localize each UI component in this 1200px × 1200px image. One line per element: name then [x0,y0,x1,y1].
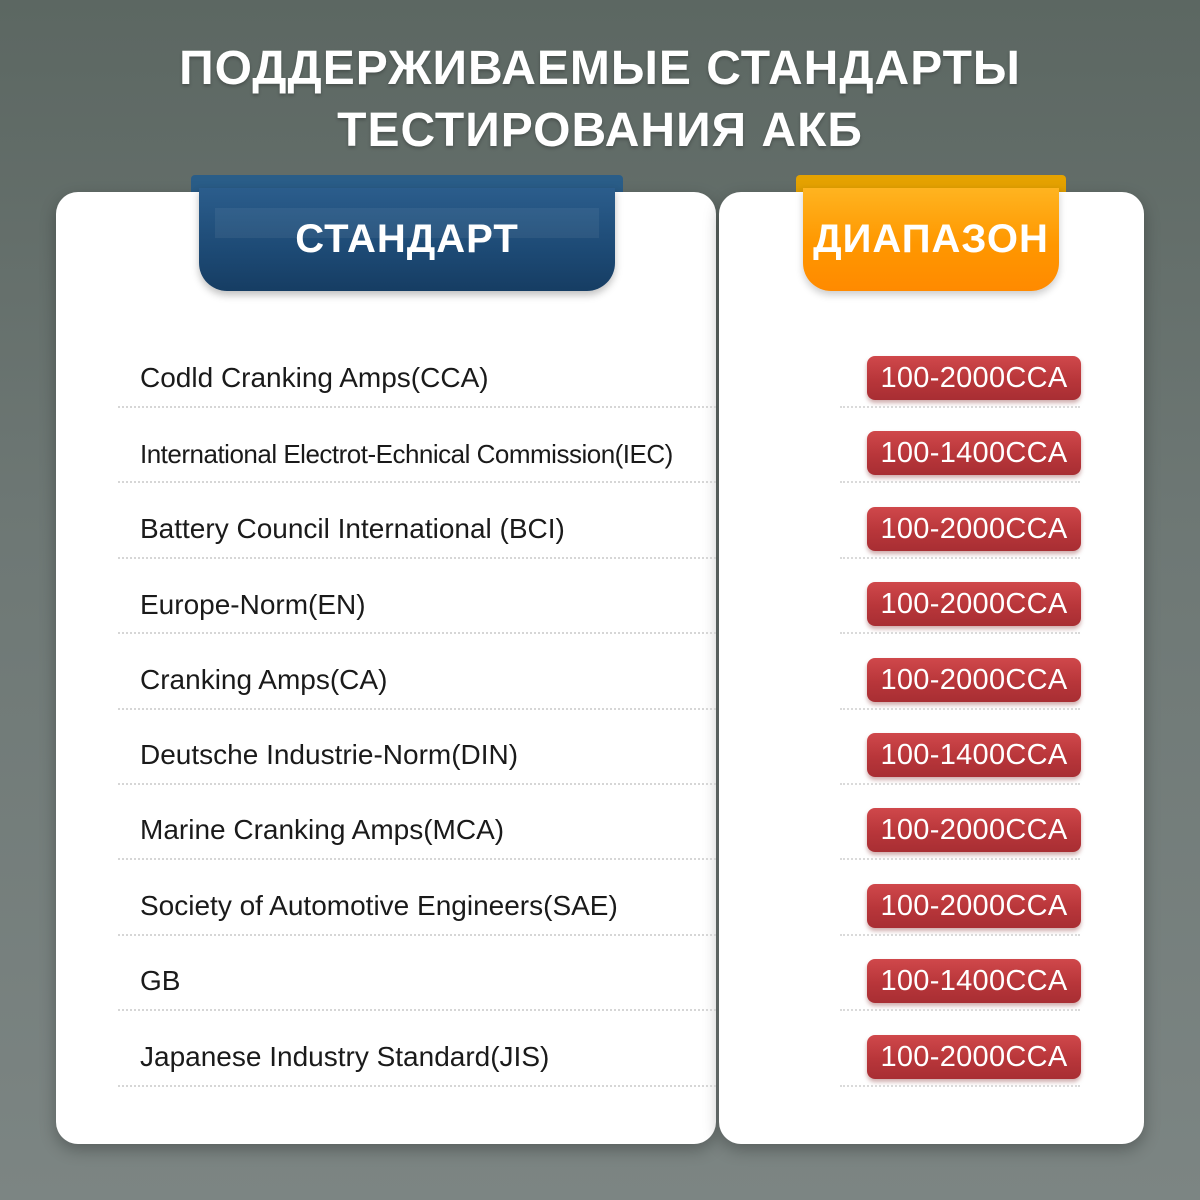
range-badge: 100-2000CCA [867,884,1081,928]
range-badge: 100-2000CCA [867,808,1081,852]
range-column-header: ДИАПАЗОН [803,188,1059,291]
row-divider [118,557,716,559]
standard-name: Japanese Industry Standard(JIS) [140,1041,550,1072]
row-divider [118,632,716,634]
row-divider [840,934,1080,936]
row-divider [840,481,1080,483]
standard-column-header: СТАНДАРТ [199,188,615,291]
row-divider [118,1009,716,1011]
standard-name: Battery Council International (BCI) [140,513,565,544]
row-divider [840,1009,1080,1011]
row-divider [840,783,1080,785]
range-badge: 100-2000CCA [867,658,1081,702]
range-badge: 100-2000CCA [867,507,1081,551]
range-badge: 100-1400CCA [867,431,1081,475]
standard-name: Europe-Norm(EN) [140,589,366,620]
standard-name: Deutsche Industrie-Norm(DIN) [140,739,519,770]
row-divider [840,632,1080,634]
standard-name: GB [140,965,181,996]
row-divider [840,858,1080,860]
title-line-1: ПОДДЕРЖИВАЕМЫЕ СТАНДАРТЫ [179,42,1021,95]
row-divider [840,1085,1080,1087]
row-divider [840,557,1080,559]
title-line-2: ТЕСТИРОВАНИЯ АКБ [337,104,863,157]
range-badge: 100-2000CCA [867,582,1081,626]
range-badge: 100-2000CCA [867,1035,1081,1079]
row-divider [118,481,716,483]
standard-name: Codld Cranking Amps(CCA) [140,362,489,393]
row-divider [118,1085,716,1087]
standard-name: Cranking Amps(CA) [140,664,388,695]
row-divider [118,858,716,860]
row-divider [118,783,716,785]
row-divider [840,406,1080,408]
range-badge: 100-1400CCA [867,733,1081,777]
page-title [0,38,1200,162]
row-divider [118,934,716,936]
standard-name: Marine Cranking Amps(MCA) [140,814,505,845]
standard-name: Society of Automotive Engineers(SAE) [140,890,618,921]
row-divider [840,708,1080,710]
range-badge: 100-1400CCA [867,959,1081,1003]
row-divider [118,406,716,408]
range-badge: 100-2000CCA [867,356,1081,400]
row-divider [118,708,716,710]
standard-name: International Electrot-Echnical Commission(IEC) [140,439,673,469]
